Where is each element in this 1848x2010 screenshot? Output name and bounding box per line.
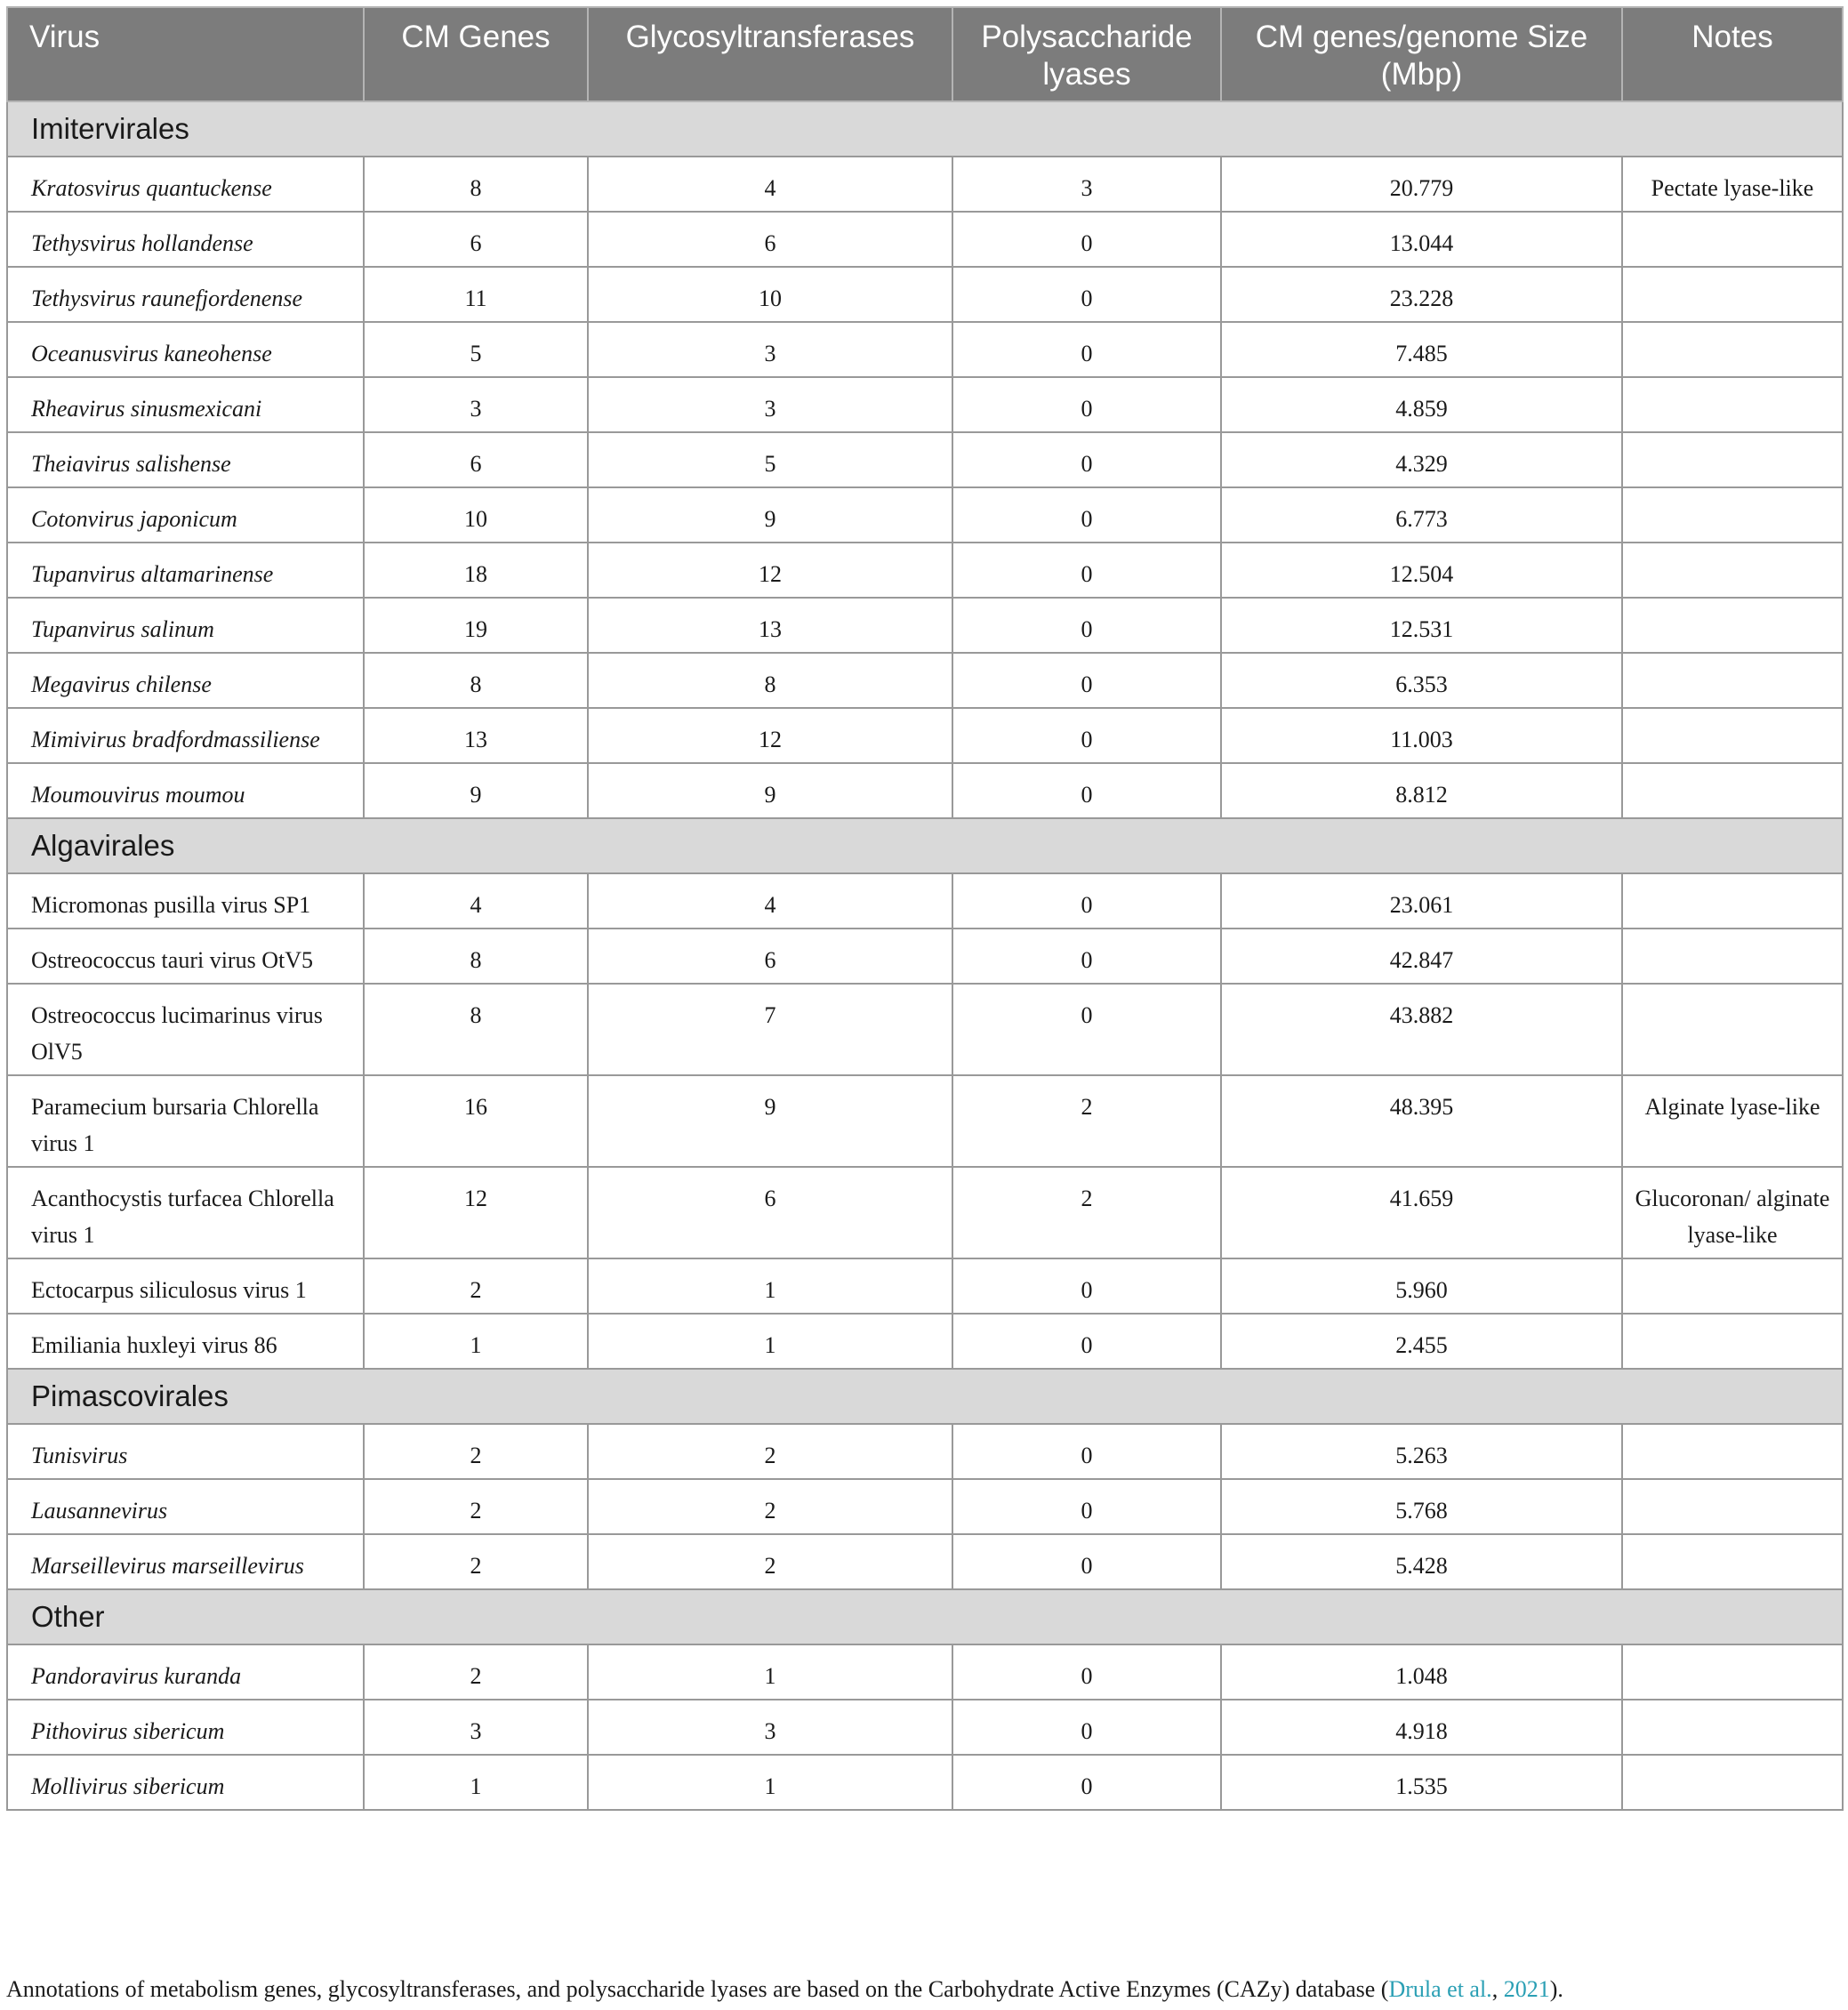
- cell-polysaccharide-lyases: 0: [952, 1644, 1221, 1700]
- cell-glycosyltransferases: 6: [588, 212, 952, 267]
- cell-cm-genes: 16: [364, 1075, 588, 1167]
- cell-cm-genes-per-size: 1.535: [1221, 1755, 1622, 1810]
- cell-polysaccharide-lyases: 0: [952, 929, 1221, 984]
- cell-polysaccharide-lyases: 0: [952, 873, 1221, 929]
- cell-glycosyltransferases: 13: [588, 598, 952, 653]
- table-row: [7, 598, 1843, 653]
- cell-glycosyltransferases: 8: [588, 653, 952, 708]
- table-row: [7, 1075, 1843, 1167]
- cell-cm-genes-per-size: 42.847: [1221, 929, 1622, 984]
- cell-cm-genes-per-size: 48.395: [1221, 1075, 1622, 1167]
- cell-cm-genes: 8: [364, 157, 588, 212]
- cell-polysaccharide-lyases: 0: [952, 1424, 1221, 1479]
- footnote-closing: ).: [1549, 1976, 1563, 2002]
- cell-glycosyltransferases: 9: [588, 487, 952, 543]
- cell-cm-genes: 6: [364, 432, 588, 487]
- cell-virus: Marseillevirus marseillevirus: [7, 1534, 364, 1589]
- cell-cm-genes-per-size: 5.768: [1221, 1479, 1622, 1534]
- header-notes: Notes: [1622, 7, 1843, 101]
- cell-virus: Oceanusvirus kaneohense: [7, 322, 364, 377]
- cell-glycosyltransferases: 2: [588, 1479, 952, 1534]
- table-row: [7, 653, 1843, 708]
- cell-glycosyltransferases: 12: [588, 543, 952, 598]
- cell-glycosyltransferases: 3: [588, 377, 952, 432]
- cell-cm-genes-per-size: 20.779: [1221, 157, 1622, 212]
- cell-virus: Theiavirus salishense: [7, 432, 364, 487]
- cell-notes: Glucoronan/ alginate lyase-like: [1622, 1167, 1843, 1258]
- cell-cm-genes-per-size: 23.061: [1221, 873, 1622, 929]
- cell-cm-genes: 13: [364, 708, 588, 763]
- cell-cm-genes-per-size: 8.812: [1221, 763, 1622, 818]
- table-row: [7, 929, 1843, 984]
- cell-glycosyltransferases: 2: [588, 1534, 952, 1589]
- cell-notes: [1622, 543, 1843, 598]
- cell-cm-genes-per-size: 43.882: [1221, 984, 1622, 1075]
- cell-virus: Tethysvirus hollandense: [7, 212, 364, 267]
- cell-cm-genes-per-size: 23.228: [1221, 267, 1622, 322]
- footnote-text: Annotations of metabolism genes, glycosyltransferases, and polysaccharide lyases are based on the Carbohydrate Active Enzymes (CAZy) database (: [6, 1976, 1389, 2002]
- cell-glycosyltransferases: 4: [588, 873, 952, 929]
- group-row: [7, 1589, 1843, 1644]
- cell-polysaccharide-lyases: 0: [952, 1314, 1221, 1369]
- cell-notes: [1622, 322, 1843, 377]
- cell-glycosyltransferases: 6: [588, 929, 952, 984]
- table-row: [7, 1167, 1843, 1258]
- cell-notes: [1622, 267, 1843, 322]
- group-row: [7, 101, 1843, 157]
- citation-link-year[interactable]: 2021: [1503, 1976, 1550, 2002]
- cell-cm-genes-per-size: 7.485: [1221, 322, 1622, 377]
- cell-cm-genes: 3: [364, 377, 588, 432]
- table-row: [7, 1755, 1843, 1810]
- table-row: [7, 984, 1843, 1075]
- cell-cm-genes-per-size: 5.960: [1221, 1258, 1622, 1314]
- cell-cm-genes: 1: [364, 1755, 588, 1810]
- cell-cm-genes-per-size: 13.044: [1221, 212, 1622, 267]
- cell-glycosyltransferases: 10: [588, 267, 952, 322]
- cell-cm-genes: 9: [364, 763, 588, 818]
- table-row: [7, 377, 1843, 432]
- cell-cm-genes-per-size: 5.263: [1221, 1424, 1622, 1479]
- cell-notes: [1622, 212, 1843, 267]
- group-label: Algavirales: [7, 818, 1843, 873]
- cell-cm-genes-per-size: 6.773: [1221, 487, 1622, 543]
- cell-polysaccharide-lyases: 0: [952, 543, 1221, 598]
- cell-virus: Ostreococcus tauri virus OtV5: [7, 929, 364, 984]
- cell-cm-genes: 8: [364, 984, 588, 1075]
- cell-cm-genes-per-size: 12.531: [1221, 598, 1622, 653]
- cell-notes: [1622, 708, 1843, 763]
- table-row: [7, 1424, 1843, 1479]
- cell-notes: [1622, 487, 1843, 543]
- cell-glycosyltransferases: 1: [588, 1258, 952, 1314]
- cell-notes: [1622, 1644, 1843, 1700]
- group-row: [7, 1369, 1843, 1424]
- cell-cm-genes: 5: [364, 322, 588, 377]
- cell-cm-genes: 2: [364, 1424, 588, 1479]
- cell-virus: Acanthocystis turfacea Chlorella virus 1: [7, 1167, 364, 1258]
- cell-virus: Micromonas pusilla virus SP1: [7, 873, 364, 929]
- cell-glycosyltransferases: 6: [588, 1167, 952, 1258]
- table-row: [7, 1258, 1843, 1314]
- table-row: [7, 543, 1843, 598]
- table-footnote: [6, 1976, 1563, 2003]
- cell-notes: [1622, 653, 1843, 708]
- header-glycosyltransferases: Glycosyltransferases: [588, 7, 952, 101]
- cell-virus: Cotonvirus japonicum: [7, 487, 364, 543]
- cell-notes: [1622, 1424, 1843, 1479]
- citation-link-authors[interactable]: Drula et al.: [1388, 1976, 1492, 2002]
- citation-separator: ,: [1491, 1976, 1504, 2002]
- cell-virus: Ostreococcus lucimarinus virus OlV5: [7, 984, 364, 1075]
- cell-virus: Tupanvirus salinum: [7, 598, 364, 653]
- table-row: [7, 267, 1843, 322]
- cell-cm-genes: 2: [364, 1534, 588, 1589]
- cell-glycosyltransferases: 9: [588, 763, 952, 818]
- table-row: [7, 708, 1843, 763]
- cell-virus: Ectocarpus siliculosus virus 1: [7, 1258, 364, 1314]
- cell-polysaccharide-lyases: 0: [952, 322, 1221, 377]
- table-row: [7, 322, 1843, 377]
- cell-notes: [1622, 873, 1843, 929]
- cell-virus: Kratosvirus quantuckense: [7, 157, 364, 212]
- header-cm-genes-per-size: CM genes/genome Size (Mbp): [1221, 7, 1622, 101]
- cell-notes: [1622, 1700, 1843, 1755]
- cell-virus: Tunisvirus: [7, 1424, 364, 1479]
- table-row: [7, 763, 1843, 818]
- cell-notes: Pectate lyase-like: [1622, 157, 1843, 212]
- group-label: Imitervirales: [7, 101, 1843, 157]
- cell-virus: Pandoravirus kuranda: [7, 1644, 364, 1700]
- cell-notes: [1622, 432, 1843, 487]
- cell-polysaccharide-lyases: 0: [952, 1258, 1221, 1314]
- header-cm-genes: CM Genes: [364, 7, 588, 101]
- cell-polysaccharide-lyases: 0: [952, 1479, 1221, 1534]
- table-row: [7, 157, 1843, 212]
- cell-virus: Lausannevirus: [7, 1479, 364, 1534]
- cell-virus: Emiliania huxleyi virus 86: [7, 1314, 364, 1369]
- table-row: [7, 1314, 1843, 1369]
- cell-polysaccharide-lyases: 0: [952, 708, 1221, 763]
- cell-polysaccharide-lyases: 0: [952, 377, 1221, 432]
- cell-glycosyltransferases: 3: [588, 322, 952, 377]
- cell-polysaccharide-lyases: 0: [952, 432, 1221, 487]
- cell-cm-genes: 11: [364, 267, 588, 322]
- cell-polysaccharide-lyases: 0: [952, 1534, 1221, 1589]
- cell-cm-genes: 4: [364, 873, 588, 929]
- header-row: [7, 7, 1843, 101]
- cell-cm-genes: 19: [364, 598, 588, 653]
- cell-polysaccharide-lyases: 0: [952, 598, 1221, 653]
- cell-cm-genes-per-size: 11.003: [1221, 708, 1622, 763]
- cell-cm-genes-per-size: 4.329: [1221, 432, 1622, 487]
- table-row: [7, 1644, 1843, 1700]
- cell-cm-genes-per-size: 2.455: [1221, 1314, 1622, 1369]
- table-row: [7, 873, 1843, 929]
- table-row: [7, 432, 1843, 487]
- virus-cm-genes-table: [6, 6, 1844, 1811]
- header-virus: Virus: [7, 7, 364, 101]
- cell-notes: [1622, 598, 1843, 653]
- cell-polysaccharide-lyases: 0: [952, 1700, 1221, 1755]
- cell-cm-genes: 2: [364, 1644, 588, 1700]
- cell-virus: Tethysvirus raunefjordenense: [7, 267, 364, 322]
- cell-notes: [1622, 1314, 1843, 1369]
- group-row: [7, 818, 1843, 873]
- cell-cm-genes: 8: [364, 929, 588, 984]
- cell-notes: [1622, 1755, 1843, 1810]
- cell-virus: Tupanvirus altamarinense: [7, 543, 364, 598]
- table-row: [7, 1700, 1843, 1755]
- cell-virus: Rheavirus sinusmexicani: [7, 377, 364, 432]
- header-polysaccharide-lyases: Polysaccharide lyases: [952, 7, 1221, 101]
- table-body: [7, 101, 1843, 1810]
- cell-glycosyltransferases: 3: [588, 1700, 952, 1755]
- cell-polysaccharide-lyases: 0: [952, 1755, 1221, 1810]
- cell-cm-genes-per-size: 6.353: [1221, 653, 1622, 708]
- table-row: [7, 1534, 1843, 1589]
- table-row: [7, 1479, 1843, 1534]
- cell-notes: [1622, 1534, 1843, 1589]
- cell-polysaccharide-lyases: 3: [952, 157, 1221, 212]
- cell-notes: [1622, 1479, 1843, 1534]
- cell-virus: Megavirus chilense: [7, 653, 364, 708]
- group-label: Pimascovirales: [7, 1369, 1843, 1424]
- cell-glycosyltransferases: 2: [588, 1424, 952, 1479]
- cell-cm-genes: 10: [364, 487, 588, 543]
- table-row: [7, 487, 1843, 543]
- cell-virus: Pithovirus sibericum: [7, 1700, 364, 1755]
- cell-cm-genes: 3: [364, 1700, 588, 1755]
- cell-cm-genes-per-size: 1.048: [1221, 1644, 1622, 1700]
- cell-polysaccharide-lyases: 0: [952, 653, 1221, 708]
- cell-glycosyltransferases: 7: [588, 984, 952, 1075]
- cell-notes: [1622, 1258, 1843, 1314]
- cell-glycosyltransferases: 5: [588, 432, 952, 487]
- cell-glycosyltransferases: 12: [588, 708, 952, 763]
- table-row: [7, 212, 1843, 267]
- cell-glycosyltransferases: 1: [588, 1755, 952, 1810]
- cell-cm-genes-per-size: 12.504: [1221, 543, 1622, 598]
- cell-cm-genes-per-size: 41.659: [1221, 1167, 1622, 1258]
- cell-cm-genes: 18: [364, 543, 588, 598]
- cell-virus: Mimivirus bradfordmassiliense: [7, 708, 364, 763]
- cell-glycosyltransferases: 1: [588, 1314, 952, 1369]
- cell-glycosyltransferases: 9: [588, 1075, 952, 1167]
- cell-cm-genes: 12: [364, 1167, 588, 1258]
- cell-notes: [1622, 984, 1843, 1075]
- cell-cm-genes: 1: [364, 1314, 588, 1369]
- cell-virus: Paramecium bursaria Chlorella virus 1: [7, 1075, 364, 1167]
- cell-notes: [1622, 763, 1843, 818]
- cell-cm-genes: 6: [364, 212, 588, 267]
- cell-polysaccharide-lyases: 0: [952, 763, 1221, 818]
- cell-cm-genes-per-size: 4.859: [1221, 377, 1622, 432]
- cell-polysaccharide-lyases: 0: [952, 212, 1221, 267]
- cell-cm-genes: 2: [364, 1479, 588, 1534]
- cell-notes: [1622, 929, 1843, 984]
- cell-polysaccharide-lyases: 2: [952, 1075, 1221, 1167]
- cell-notes: Alginate lyase-like: [1622, 1075, 1843, 1167]
- cell-polysaccharide-lyases: 0: [952, 984, 1221, 1075]
- cell-virus: Mollivirus sibericum: [7, 1755, 364, 1810]
- cell-glycosyltransferases: 4: [588, 157, 952, 212]
- cell-glycosyltransferases: 1: [588, 1644, 952, 1700]
- cell-notes: [1622, 377, 1843, 432]
- cell-cm-genes: 2: [364, 1258, 588, 1314]
- cell-cm-genes-per-size: 5.428: [1221, 1534, 1622, 1589]
- cell-cm-genes-per-size: 4.918: [1221, 1700, 1622, 1755]
- cell-polysaccharide-lyases: 2: [952, 1167, 1221, 1258]
- group-label: Other: [7, 1589, 1843, 1644]
- cell-polysaccharide-lyases: 0: [952, 267, 1221, 322]
- cell-polysaccharide-lyases: 0: [952, 487, 1221, 543]
- cell-cm-genes: 8: [364, 653, 588, 708]
- cell-virus: Moumouvirus moumou: [7, 763, 364, 818]
